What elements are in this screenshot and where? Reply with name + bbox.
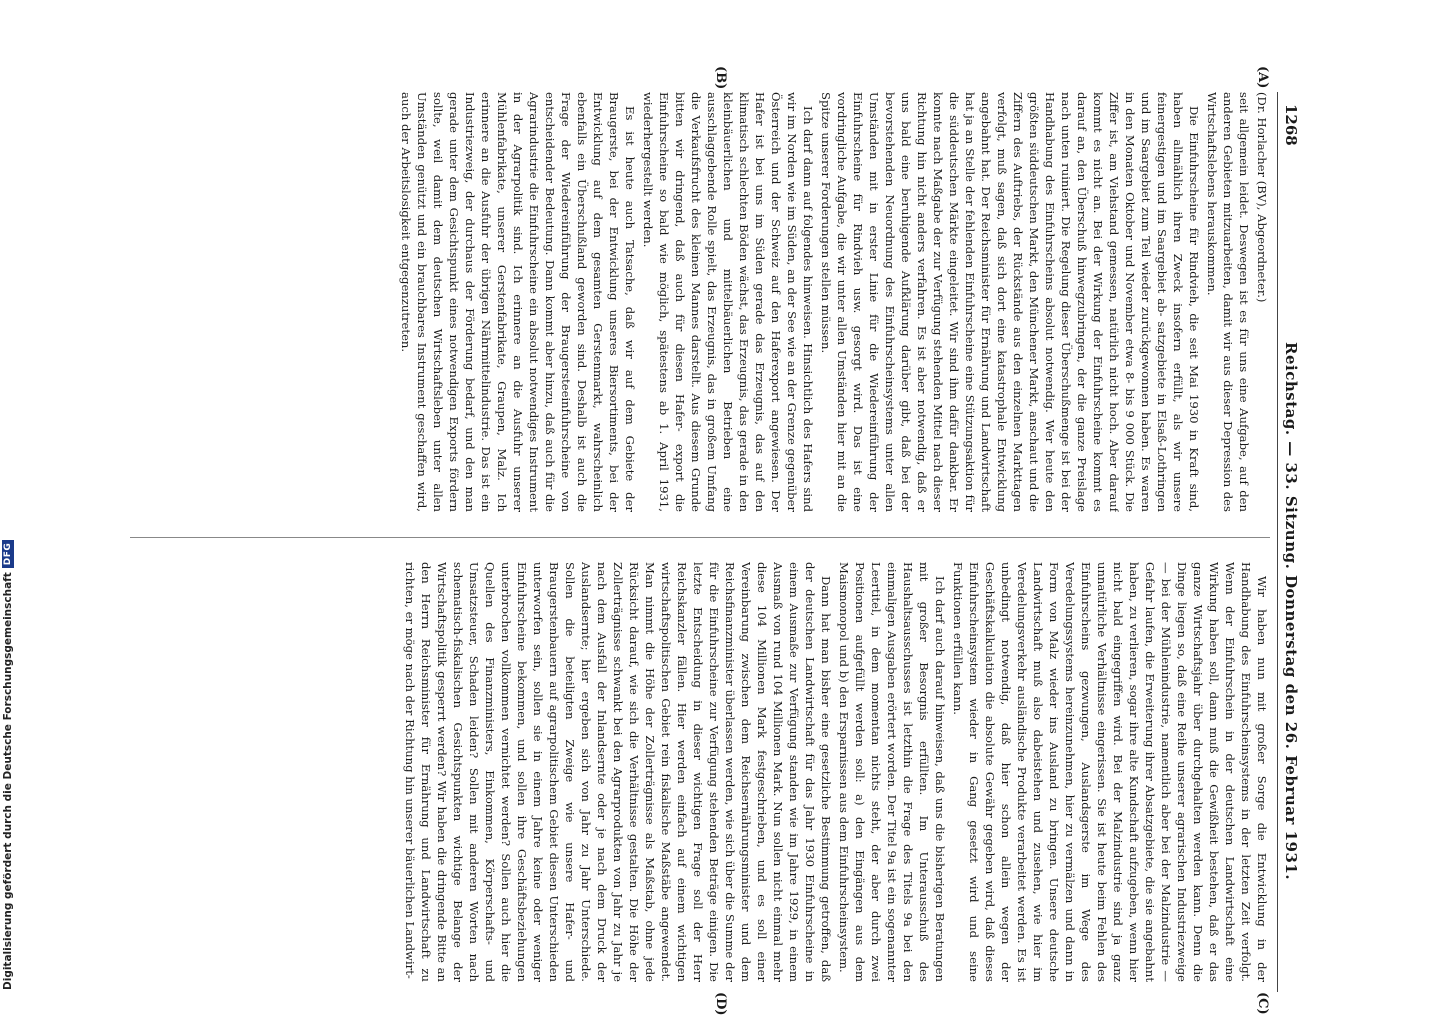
speaker-line: (Dr. Horlacher (BV), Abgeordneter.) (1255, 92, 1269, 303)
paragraph: Die Einfuhrscheine für Rindvieh, die seit Mai 1930 in Kraft sind, haben allmählich ihren Zweck insofern erfüllt, als wir unsere feinergestigen und im Saargebiet ab- satzgebiete in Elsaß-Lothringen und im Saargebiet zum Teil wieder zurückgewonnen haben. Es waren in den Monaten Oktober und November etwa 8- bis 9 000 Stück. Die Ziffer ist, am Viehstand gemessen, natürlich nicht hoch. Aber darauf kommt es nicht an. Bei der Wirkung der Einfuhrscheine kommt es darauf an, den Überschuß hinwegzubringen, der die ganze Preislage nach unten ruiniert. Die Regelung dieser Überschußmenge ist bei der Handhabung des Einfuhrscheins absolut notwendig. Wer heute den größten süddeutschen Markt, den Münchener Markt, anschaut und die Ziffern des Auftriebs, der Rückstände aus den einzelnen Markttagen verfolgt, muß sagen, daß sich dort eine katastrophale Entwicklung angebahnt hat. Der Reichsminister für Ernährung und Landwirtschaft hat ja an Stelle der fehlenden Einfuhrscheine eine Stützungsaktion für die süddeutschen Märkte eingeleitet. Wir sind ihm dafür dankbar. Er konnte nach Maßgabe der zur Verfügung stehenden Mittel nach dieser Richtung hin nicht anders verfahren. Es ist aber notwendig, daß er uns bald eine beruhigende Aufklärung darüber gibt, daß bei der bevorstehenden Neuordnung des Einfuhrscheinsystems unter allen Umständen mit in erster Linie für die Wiedereinführung der Einfuhrscheine für Rindvieh usw. gesorgt wird. Das ist eine vordringliche Aufgabe, die wir unter allen Umständen hier mit an die Spitze unserer Forderungen stellen müssen. (819, 92, 1201, 512)
paragraph: Wir haben nun mit großer Sorge die Entwicklung in der Handhabung des Einfuhrscheinsystems in der letzten Zeit verfolgt. Wenn der Einfuhrschein in der deutschen Landwirtschaft eine Wirkung haben soll, dann muß die Gewißheit bestehen, daß er das ganze Wirtschaftsjahr über durchgehalten werden kann. Denn die Dinge liegen so, daß eine Reihe unserer agrarischen Industriezweige — bei der Mühlenindustrie, namentlich aber bei der Malzindustrie — Gefahr laufen, die Erweiterung ihrer Absatzgebiete, die sie angebahnt haben, zu verlieren, sogar ihre alte Kundschaft aufzugeben, wenn hier nicht bald eingegriffen wird. Bei der Malzindustrie sind ja ganz unnatürliche Verhältnisse eingerissen. Sie ist heute beim Fehlen des Einfuhrscheins gezwungen, Auslandsgerste im Wege des Veredelungssystems hereinzunehmen, hier zu vermälzen und dann in Form von Malz wieder ins Ausland zu bringen. Unsere deutsche Landwirtschaft muß also dabeistehen und zusehen, wie hier im Veredelungsverkehr ausländische Produkte verarbeitet werden. Es ist unbedingt notwendig, daß hier schon allein wegen der Geschäftskalkulation die absolute Gewähr gegeben wird, daß dieses Einfuhrscheinsystem wieder in Gang gesetzt wird und seine Funktionen erfüllen kann. (951, 562, 1269, 982)
margin-marker-c: (C) (1255, 992, 1270, 1015)
paragraph: seit allgemein leidet. Deswegen ist es für uns eine Aufgabe, auf den anderen Gebieten mitzuarbeiten, damit wir aus dieser Depression des Wirtschaftslebens herauskommen. (1205, 92, 1251, 512)
margin-marker-a: (A) (1255, 66, 1270, 89)
rotated-document (120, 66, 1300, 1016)
left-column (130, 92, 1270, 512)
digitization-footer (2, 540, 14, 990)
paragraph: Ich darf dann auf folgendes hinweisen. Hinsichtlich des Hafers sind wir im Norden wie im Süden, an der See wie an der Grenze gegenüber Österreich und der Schweiz auf den Haferexport angewiesen. Der Hafer ist bei uns im Süden gerade das Erzeugnis, das auf den klimatisch schlechten Böden wächst, das Erzeugnis, das gerade in den kleinbäuerlichen und mittelbäuerlichen Betrieben eine ausschlaggebende Rolle spielt, das Erzeugnis, das in großem Umfang die Verkaufsfrucht des kleinen Mannes darstellt. Aus diesem Grunde bitten wir dringend, daß auch für diesen Hafer- export die Einfuhrscheine so bald wie möglich, spätestens ab 1. April 1931, wiederhergestellt werden. (641, 92, 815, 512)
page-header (1277, 92, 1300, 992)
page-title: Reichstag. — 33. Sitzung. Donnerstag den 26. Februar 1931. (1282, 342, 1300, 881)
column-divider (130, 537, 1270, 538)
paragraph: Ich darf auch darauf hinweisen, daß uns die bisherigen Beratungen mit großer Besorgnis erfüllten. Im Unterausschuß des Haushaltsausschusses ist letzthin die Frage des Titels 9a bei den einmaligen Ausgaben erörtert worden. Der Titel 9a ist ein sogenannter Leertitel, in dem momentan nichts steht, der aber durch zwei Positionen aufgefüllt werden soll: a) den Eingängen aus dem Maismonopol und b) den Ersparnissen aus dem Einfuhrscheinsystem. (837, 562, 947, 982)
margin-marker-b: (B) (713, 66, 728, 90)
footer-text: Digitalisierung gefördert durch die Deutsche Forschungsgemeinschaft (2, 572, 14, 990)
paragraph: Es ist heute auch Tatsache, daß wir auf dem Gebiete der Braugerste, bei der Entwicklung unseres Biersortiments, bei der Entwicklung auf dem gesamten Gerstenmarkt, wahrscheinlich ebenfalls ein Überschußland geworden sind. Deshalb ist auch die Frage der Wiedereinführung der Braugersteeinfuhrscheine von entscheidender Bedeutung. Dann kommt aber hinzu, daß auch für die Agrarindustrie die Einfuhrscheine ein absolut notwendiges Instrument in der Agrarpolitik sind. Ich erinnere an die Ausfuhr unserer Mühlenfabrikate, unserer Gerstenfabrikate, Graupen, Malz. Ich erinnere an die Ausfuhr der übrigen Nährmittelindustrie. Das ist ein Industriezweig, der durchaus der Förderung bedarf, und den man gerade unter dem Gesichtspunkt eines notwendigen Exports fördern sollte, weil damit dem deutschen Wirtschaftsleben unter allen Umständen genützt und ein brauchbares Instrument geschaffen wird, auch der Arbeitslosigkeit entgegenzutreten. (399, 92, 637, 512)
paragraph: Dann hat man bisher eine gesetzliche Bestimmung getroffen, daß der deutschen Landwirtschaft für das Jahr 1930 Einfuhrscheine in einem Ausmaße zur Verfügung standen wie im Jahre 1929, in einem Ausmaß von rund 104 Millionen Mark. Nun sollen nicht einmal mehr diese 104 Millionen Mark festgeschrieben, und es soll einer Vereinbarung zwischen dem Reichsernährungsminister und dem Reichsfinanzminister überlassen werden, wie sich über die Summe der für die Einfuhrscheine zur Verfügung stehenden Beträge einigen. Die letzte Entscheidung in dieser wichtigen Frage soll der Herr Reichskanzler fällen. Hier werden einfach auf einem wichtigen wirtschaftspolitischen Gebiet rein fiskalische Maßstäbe angewendet. Man nimmt die Höhe der Zollerträgnisse als Maßstab, ohne jede Rücksicht darauf, wie sich die Verhältnisse gestalten. Die Höhe der Zollerträgnisse schwankt bei den Agrarprodukten von Jahr zu Jahr je nach dem Ausfall der Inlandsernte oder je nach dem Druck der Auslandsernte; hier ergeben sich von Jahr zu Jahr Unterschiede. Sollen die beteiligten Zweige wie unsere Hafer- und Braugerstenbauern auf agrarpolitischem Gebiet diesen Unterschieden unterworfen sein, sollen sie in einem Jahre keine oder weniger Einfuhrscheine bekommen, und sollen ihre Geschäftsbeziehungen unterbrochen vollkommen vernichtet werden? Sollen auch hier die Quellen des Finanzministers, Einkommen, Körperschafts- und Umsatzsteuer, Schaden leiden? Sollen mit anderen Worten nach schematisch-fiskalischen Gesichtspunkten wichtige Belange der Wirtschaftspolitik gesperrt werden? Wir haben die dringende Bitte an den Herrn Reichsminister für Ernährung und Landwirtschaft zu richten, er möge nach der Richtung hin unserer bäuerlichen Landwirt- (403, 562, 833, 982)
dfg-logo-icon: DFG (2, 540, 14, 569)
margin-marker-d: (D) (713, 992, 728, 1016)
page-number: 1268 (1282, 104, 1300, 146)
right-column (130, 562, 1270, 982)
